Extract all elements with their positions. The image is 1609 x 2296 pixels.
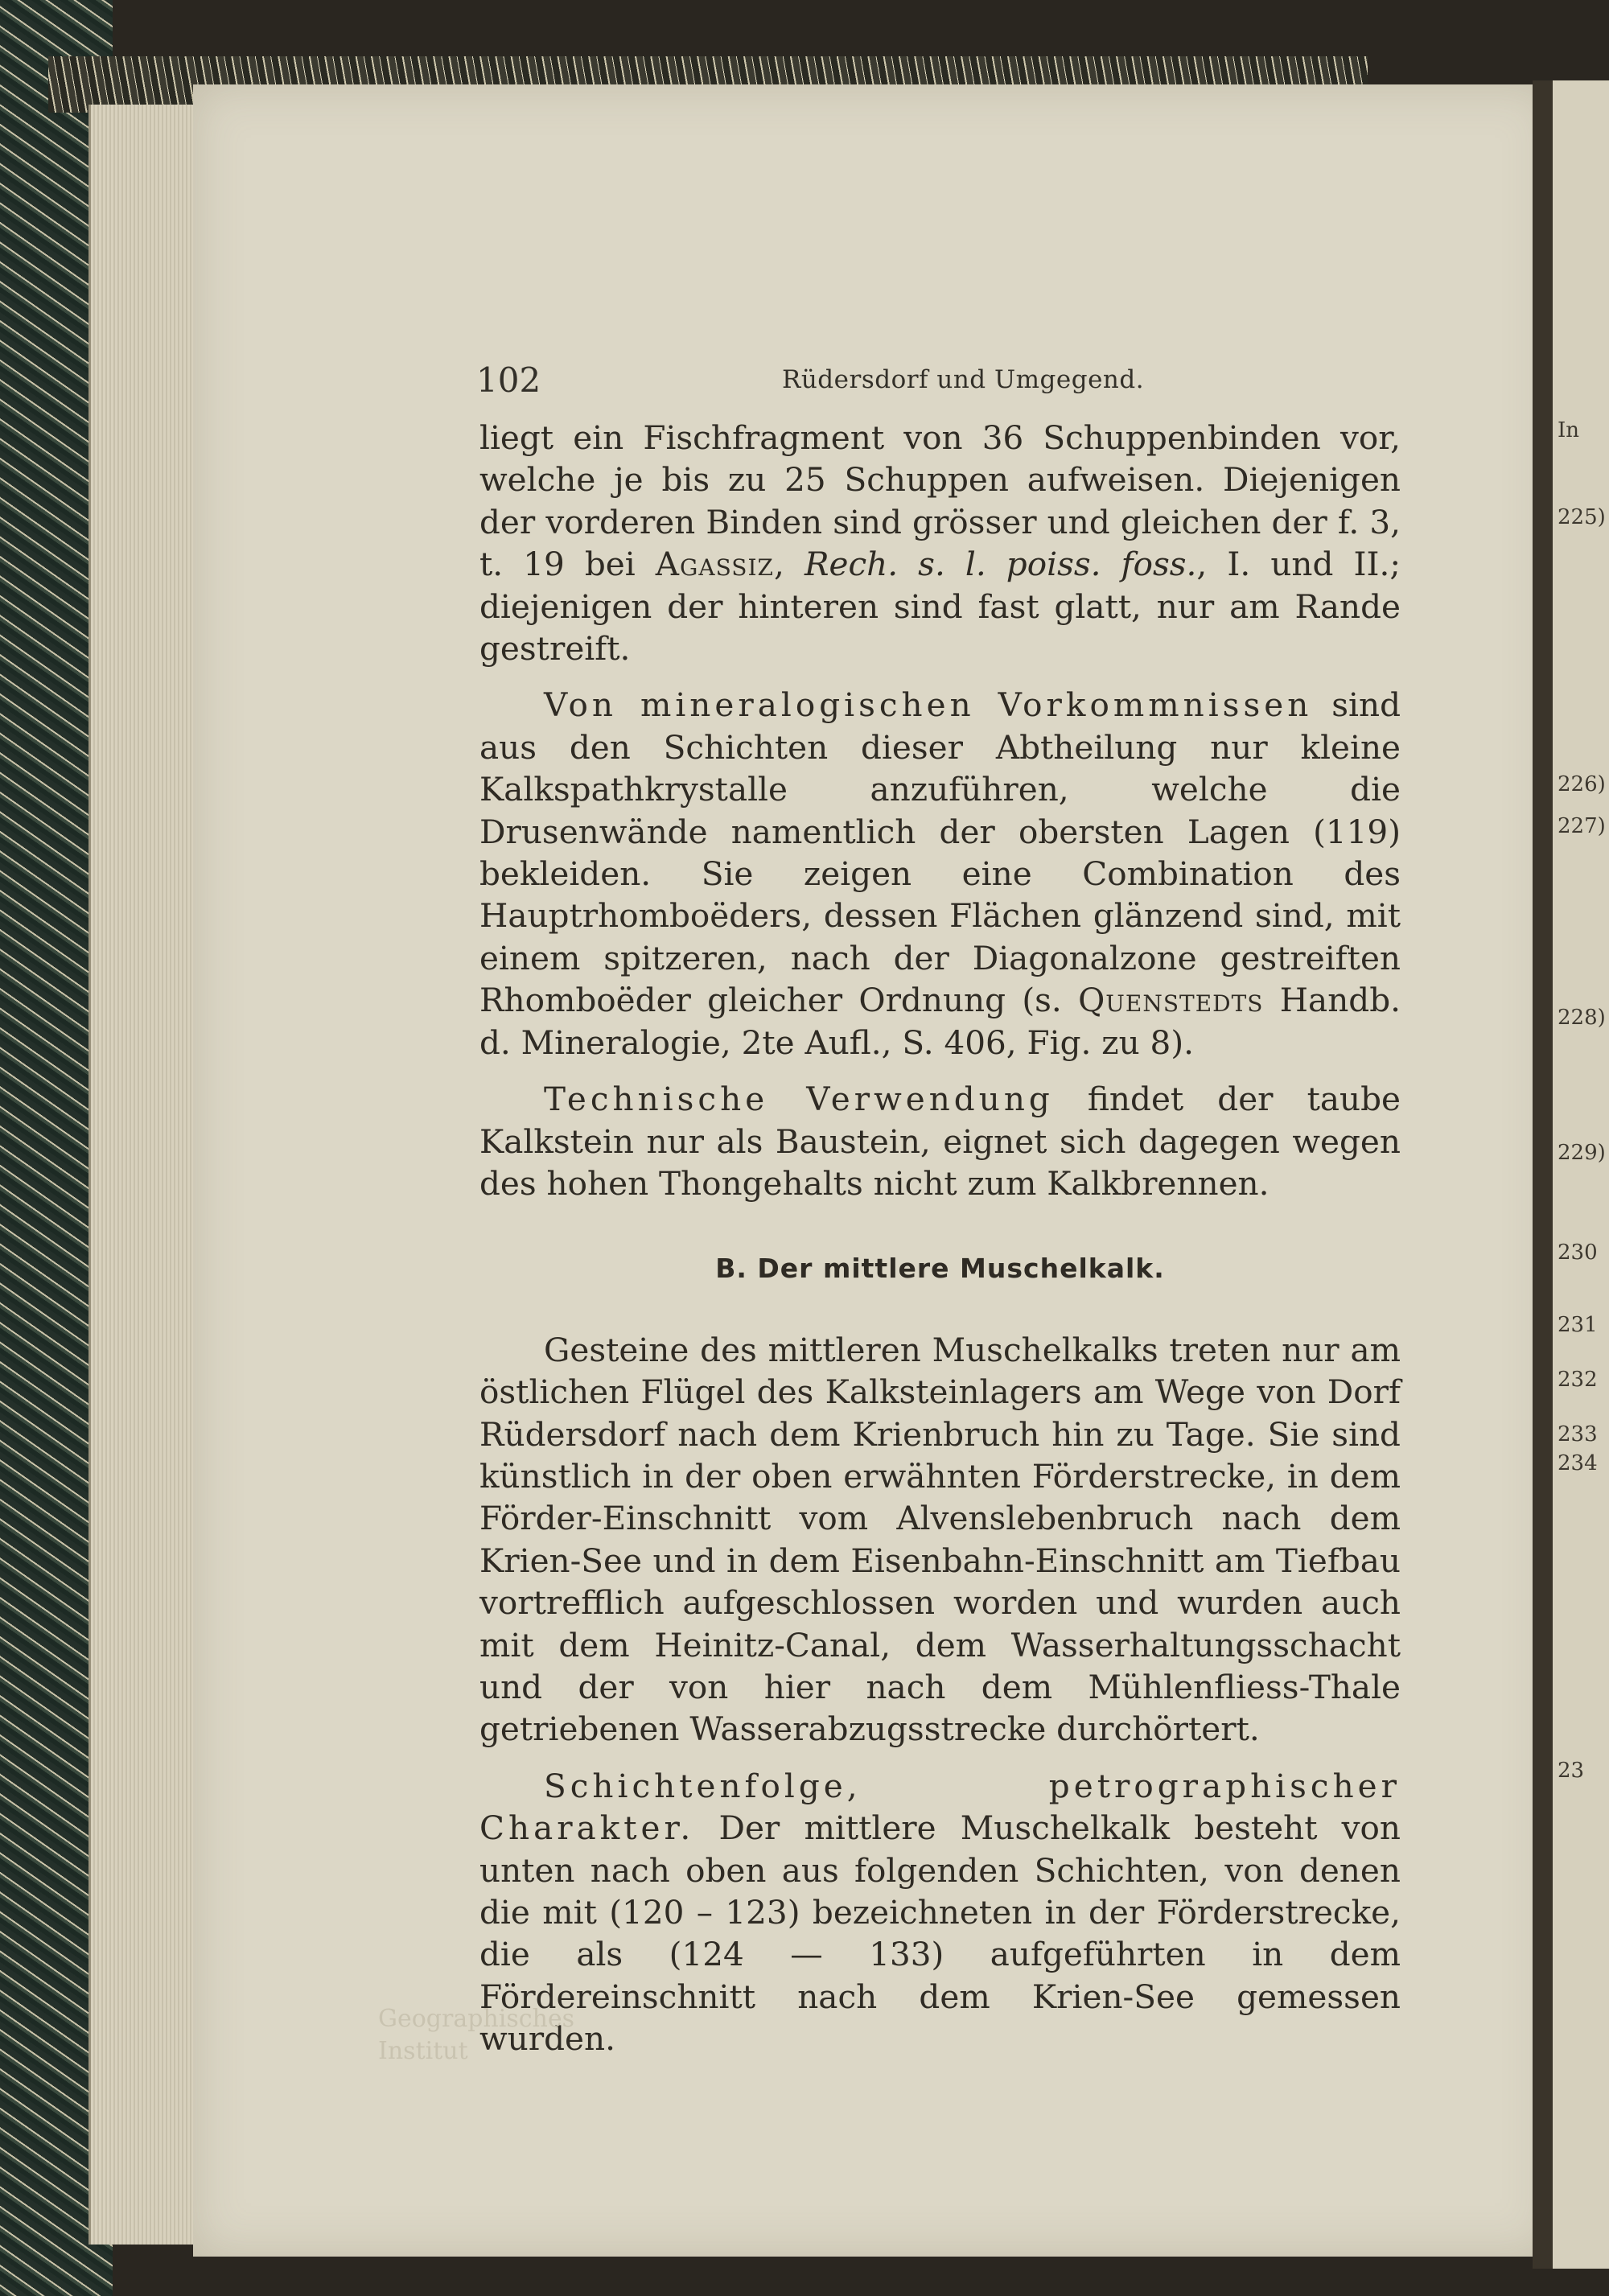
text-run: Gesteine des mittleren Muschelkalks treten nur am östlichen Flügel des Kalksteinlagers am Wege von Dorf Rüdersdorf nach dem Krienbruch hin zu Tage. Sie sind künstlich in der oben erwähnten Förderstrecke, in dem Förder-Einschnitt vom Alvenslebenbruch nach dem Krien-See und in dem Eisenbahn-Einschnitt am Tiefbau vortrefflich aufgeschlossen worden und wurden auch mit dem Heinitz-Canal, dem Wasserhaltungsschacht und der von hier nach dem Mühlenfliess-Thale getriebenen Wasserabzugsstrecke durchörtert. [479, 1330, 1401, 1749]
paragraph-lead: Technische Verwendung [544, 1080, 1054, 1119]
library-stamp [378, 2003, 574, 2068]
body-text [479, 417, 1401, 2060]
paragraph-lead: Von mineralogischen Vorkommnissen [544, 685, 1313, 725]
text-run: findet der taube Kalkstein nur als Baustein, eignet sich dagegen wegen des hohen Thongehalts nicht zum Kalkbrennen. [479, 1080, 1401, 1203]
text-run: , [774, 545, 804, 584]
text-run: Der mittlere Muschelkalk besteht von unten nach oben aus folgenden Schichten, von denen die mit (120 – 123) bezeichneten in der Förderstrecke, die als (124 — 133) aufgeführten in dem Fördereinschnitt nach dem Krien-See gemessen wurden. [479, 1808, 1401, 2059]
text-run: , I. und II.; diejenigen der hinteren sind fast glatt, nur am Rande gestreift. [479, 545, 1401, 669]
facing-line: 23 [1558, 1759, 1585, 1783]
author-name: Quenstedts [1078, 981, 1264, 1020]
work-title: Rech. s. l. poiss. foss. [804, 545, 1197, 584]
facing-line: 233 [1558, 1422, 1598, 1446]
section-heading: B. Der mittlere Muschelkalk. [715, 1253, 1165, 1285]
text-run: sind aus den Schichten dieser Abtheilung nur kleine Kalkspathkrystalle anzuführen, welche die Drusenwände namentlich der obersten Lagen (119) bekleiden. Sie zeigen eine Combination des Hauptrhomboëders, dessen Flächen glänzend sind, mit einem spitzeren, nach der Diagonalzone gestreiften Rhomboëder gleicher Ordnung (s. [479, 685, 1401, 1020]
facing-line: 234 [1558, 1451, 1598, 1475]
text-run: Handb. d. Mineralogie, 2te Aufl., S. 406, Fig. zu 8). [479, 981, 1401, 1062]
paragraph [479, 684, 1401, 1064]
facing-line: 225) [1558, 505, 1606, 529]
page-edges [88, 105, 204, 2245]
page-number: 102 [476, 360, 541, 400]
facing-line: 229) [1558, 1141, 1606, 1165]
facing-line: 228) [1558, 1006, 1606, 1030]
stamp-line: Institut [378, 2037, 468, 2065]
paragraph-lead: Schichtenfolge, petrographischer Charakter. [479, 1766, 1401, 1848]
paragraph [479, 1329, 1401, 1751]
facing-line: In [1558, 418, 1580, 442]
paragraph [479, 1765, 1401, 2060]
facing-line: 231 [1558, 1313, 1598, 1337]
text-run: liegt ein Fischfragment von 36 Schuppenbinden vor, welche je bis zu 25 Schuppen aufweisen. Diejenigen der vorderen Binden sind grösser und gleichen der f. 3, t. 19 bei [479, 418, 1401, 584]
paragraph [479, 1078, 1401, 1204]
paragraph [479, 417, 1401, 669]
author-name: Agassiz [655, 545, 775, 584]
stamp-line: Geographisches [378, 2005, 574, 2033]
facing-line: 230 [1558, 1241, 1598, 1265]
facing-line: 232 [1558, 1368, 1598, 1392]
facing-line: 227) [1558, 814, 1606, 838]
running-head: Rüdersdorf und Umgegend. [782, 365, 1145, 394]
facing-line: 226) [1558, 772, 1606, 796]
facing-page [1553, 80, 1609, 2269]
page-header [476, 360, 1401, 409]
